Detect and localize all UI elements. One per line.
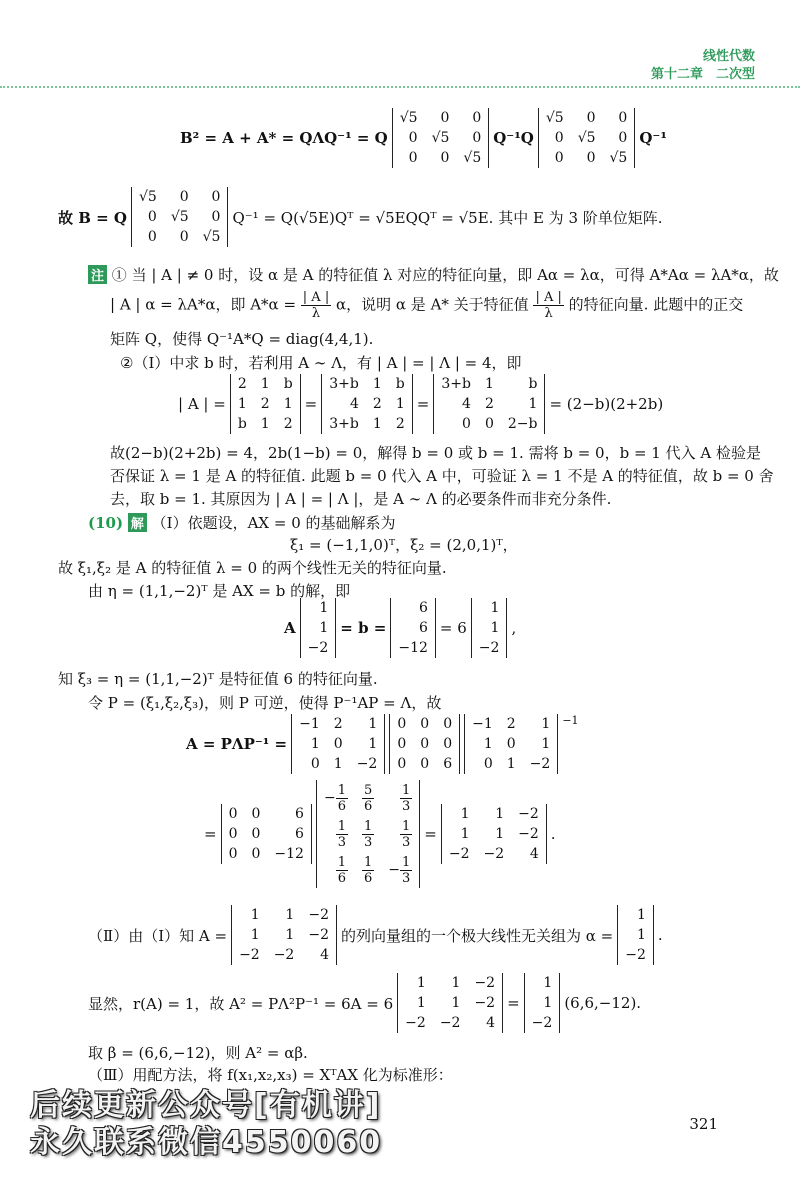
matrix-cell: 1 [490,600,500,616]
matrix-cell: 2 [484,396,494,412]
matrix-cell: 0 [333,736,343,752]
part-iii: （Ⅲ）用配方法，将 f(x₁,x₂,x₃) = XᵀAX 化为标准形： [88,1066,453,1084]
matrix-sqrt5-1 [392,108,489,168]
matrix-cell: 0 [251,846,261,862]
matrix-cell: 6 [443,756,453,772]
running-header [651,48,755,84]
matrix-cell: 0 [397,716,407,732]
matrix-p-inverse-form [464,714,558,774]
matrix-cell: √5 [609,150,628,166]
matrix-cell: 1 [543,975,553,991]
matrix-cell: $\frac{1}{3}$ [402,783,411,814]
note-tag: 注 [88,265,107,284]
matrix-cell: 1 [541,716,551,732]
matrix-cell: 6 [418,620,428,636]
matrix-a [441,804,547,864]
matrix-cell: 1 [506,756,516,772]
matrix-cell: 1 [451,975,461,991]
matrix-cell: 0 [179,189,189,205]
matrix-cell: 0 [472,130,482,146]
matrix-cell: 1 [460,826,470,842]
matrix-cell: 1 [636,907,646,923]
fraction-a-over-lambda-2: $\frac{| A |}{\lambda}$ [535,290,562,321]
matrix-cell: 0 [397,736,407,752]
matrix-cell: −2 [308,907,329,923]
matrix-cell: −1 [472,716,493,732]
vector-b [390,598,436,658]
note-line-6: 否保证 λ = 1 是 A 的特征值. 此题 b = 0 代入 A 中，可验证 λ = 1 不是 A 的特征值，故 b = 0 舍 [110,467,774,485]
matrix-cell: √5 [431,130,450,146]
matrix-cell: 0 [443,736,453,752]
chapter-title: 第十二章 二次型 [650,67,755,82]
matrix-cell: 1 [310,736,320,752]
matrix-cell: 2 [260,396,270,412]
matrix-cell: 1 [484,376,494,392]
matrix-cell: −2 [518,806,539,822]
matrix-cell: −2 [405,1015,426,1031]
determinant-equation: | A | = 2 1 b 1 2 1 b 1 2 = 3+b 1 b 4 2 1 3+b 1 2 = 3+b 1 b 4 2 1 0 0 2−b = (2−b)(2+2b) [178,376,664,432]
matrix-cell: 2 [333,716,343,732]
matrix-cell: 0 [618,110,628,126]
det-2 [321,374,413,434]
matrix-cell: 1 [285,927,295,943]
matrix-cell: −2 [308,927,329,943]
matrix-cell: 4 [349,396,359,412]
matrix-cell: 1 [372,376,382,392]
matrix-cell: 1 [260,416,270,432]
matrix-cell: 1 [260,376,270,392]
matrix-cell: 0 [420,756,430,772]
matrix-cell: −2 [474,975,496,991]
matrix-cell: 0 [440,150,450,166]
matrix-cell: −2 [483,846,505,862]
matrix-cell: 4 [462,396,471,412]
matrix-cell: 0 [408,130,418,146]
matrix-sqrt5-3 [131,187,228,247]
matrix-cell: −2 [448,846,470,862]
eta-equation: A 1 1 −2 = b = 6 6 −12 = 6 1 1 −2 , [284,600,517,656]
a-decomposition: A = PΛP⁻¹ = −1 2 1 1 0 1 0 1 −2 0 0 0 0 0 0 0 0 6 −1 2 1 1 0 1 0 1 −2 $^{-1}$ [186,714,579,772]
matrix-cell: 0 [506,736,516,752]
matrix-cell: 1 [416,995,426,1011]
matrix-cell: 1 [460,806,470,822]
matrix-cell: −2 [356,756,378,772]
matrix-p-inverse [316,780,420,888]
matrix-cell: b [283,376,293,392]
page-number: 321 [689,1115,718,1133]
matrix-cell: 3+b [441,376,471,392]
equation-b-squared: B² = A + A* = QΛQ⁻¹ = Q √5 0 0 0 √5 0 0 0 √5 Q⁻¹Q √5 0 0 0 √5 0 0 0 √5 Q⁻¹ [180,110,667,166]
matrix-cell: − $\frac{1}{3}$ [388,854,411,886]
part-ii: （Ⅱ）由（Ⅰ）知 A = 1 1 −2 1 1 −2 −2 −2 4 的列向量组的一个极大线性无关组为 α = 1 1 −2 . [88,907,663,963]
matrix-cell: √5 [170,209,189,225]
matrix-cell: 0 [462,416,471,432]
matrix-cell: 1 [368,716,378,732]
matrix-sqrt5-2 [538,108,635,168]
matrix-cell: 0 [228,826,238,842]
matrix-cell: 0 [443,716,453,732]
matrix-cell: −2 [439,1015,461,1031]
det-3 [433,374,545,434]
note-line-4: ②（Ⅰ）中求 b 时，若利用 A ∼ Λ，有 | A | = | Λ | = 4，即 [120,354,522,372]
matrix-a-3 [397,973,503,1033]
matrix-cell: 2 [506,716,516,732]
book-title: 线性代数 [702,49,755,64]
matrix-cell: 2 [283,416,293,432]
matrix-cell: √5 [577,130,596,146]
matrix-p [291,714,385,774]
matrix-cell: −12 [398,640,428,656]
matrix-cell: 0 [440,110,450,126]
matrix-cell: 6 [295,806,304,822]
matrix-cell: 1 [495,826,505,842]
matrix-cell: $\frac{1}{3}$ [402,819,411,850]
solution-10-line-6: 令 P = (ξ₁,ξ₂,ξ₃)，则 P 可逆，使得 P⁻¹AP = Λ，故 [88,694,442,712]
matrix-cell: 1 [541,736,551,752]
matrix-cell: √5 [138,189,157,205]
note-line-5: 故(2−b)(2+2b) = 4，2b(1−b) = 0，解得 b = 0 或 b = 1. 需将 b = 0，b = 1 代入 A 检验是 [110,444,761,462]
matrix-cell: √5 [463,150,482,166]
matrix-cell: b [395,376,405,392]
matrix-cell: −2 [474,995,496,1011]
matrix-cell: −2 [478,640,500,656]
matrix-cell: 1 [543,995,553,1011]
matrix-cell: 0 [618,130,628,146]
matrix-cell: 4 [320,947,329,963]
matrix-cell: 0 [484,416,494,432]
matrix-cell: 1 [283,396,293,412]
matrix-cell: $\frac{5}{6}$ [363,783,373,814]
matrix-cell: √5 [545,110,564,126]
det-1 [230,374,301,434]
matrix-cell: 0 [408,150,418,166]
equation-b: 故 B = Q √5 0 0 0 √5 0 0 0 √5 Q⁻¹ = Q(√5E)Qᵀ = √5EQQᵀ = √5E. 其中 E 为 3 阶单位矩阵. [58,189,663,245]
matrix-cell: − $\frac{1}{6}$ [323,782,346,814]
matrix-cell: 6 [418,600,428,616]
matrix-cell: 0 [147,229,157,245]
matrix-cell: 1 [483,736,493,752]
matrix-cell: 1 [250,907,260,923]
matrix-cell: b [237,416,247,432]
matrix-cell: 1 [490,620,500,636]
matrix-cell: 1 [416,975,426,991]
matrix-cell: 0 [554,130,564,146]
matrix-cell: 0 [310,756,320,772]
matrix-cell: −2 [529,756,551,772]
matrix-cell: 4 [486,1015,496,1031]
vector-alpha-2 [524,973,561,1033]
matrix-cell: 1 [451,995,461,1011]
matrix-cell: 1 [636,927,646,943]
matrix-cell: 0 [586,110,596,126]
matrix-cell: 0 [179,229,189,245]
matrix-cell: 1 [237,396,247,412]
note-line-3: 矩阵 Q，使得 Q⁻¹A*Q = diag(4,4,1). [110,330,374,348]
matrix-cell: $\frac{1}{3}$ [363,819,373,850]
matrix-cell: 0 [211,209,221,225]
solution-10-line-3: 故 ξ₁,ξ₂ 是 A 的特征值 λ = 0 的两个线性无关的特征向量. [58,559,447,577]
matrix-cell: b [528,376,538,392]
matrix-cell: 3+b [329,416,359,432]
vector-eta-2 [471,598,508,658]
matrix-cell: −2 [307,640,329,656]
matrix-cell: 0 [420,736,430,752]
solution-10-line-1: (10) 解 （Ⅰ）依题设，AX = 0 的基础解系为 [88,514,396,532]
beta-line: 取 β = (6,6,−12)，则 A² = αβ. [88,1044,308,1062]
solution-10-xi: ξ₁ = (−1,1,0)ᵀ，ξ₂ = (2,0,1)ᵀ， [290,536,518,554]
matrix-cell: 0 [228,806,238,822]
matrix-cell: $\frac{1}{3}$ [337,819,346,850]
matrix-cell: 2−b [507,416,538,432]
vector-eta [300,598,337,658]
solution-10-line-5: 知 ξ₃ = η = (1,1,−2)ᵀ 是特征值 6 的特征向量. [58,670,378,688]
fraction-a-over-lambda: $\frac{| A |}{\lambda}$ [302,290,330,321]
matrix-cell: 0 [211,189,221,205]
matrix-cell: 0 [397,756,407,772]
matrix-cell: $\frac{1}{6}$ [363,855,373,886]
matrix-cell: 2 [372,396,382,412]
matrix-cell: 0 [472,110,482,126]
matrix-a-2 [231,905,337,965]
matrix-cell: 1 [333,756,343,772]
matrix-cell: 0 [483,756,493,772]
matrix-product [221,804,312,864]
matrix-cell: −2 [273,947,295,963]
matrix-cell: −12 [274,846,304,862]
note-line-7: 去，取 b = 1. 其原因为 | A | = | Λ |，是 A ∼ Λ 的必要条件而非充分条件. [110,490,612,508]
matrix-cell: 0 [586,150,596,166]
matrix-cell: $\frac{1}{6}$ [337,855,346,886]
matrix-cell: −2 [625,947,646,963]
header-divider [0,86,800,88]
matrix-cell: √5 [202,229,221,245]
matrix-cell: −2 [518,826,539,842]
matrix-cell: −2 [239,947,260,963]
matrix-cell: 0 [554,150,564,166]
matrix-cell: 2 [395,416,405,432]
note-line-2: | A | α = λA*α，即 A*α = $\frac{| A |}{\lambda}$ α，说明 α 是 A* 关于特征值 $\frac{| A |}{\lambda}$ 的特征向量. 此题中的正交 [110,290,744,321]
matrix-cell: 1 [319,600,329,616]
matrix-cell: 0 [251,806,261,822]
watermark-line-2: 永久联系微信4550060 [30,1125,383,1160]
matrix-cell: 1 [319,620,329,636]
note-line-1: 注 ① 当 | A | ≠ 0 时，设 α 是 A 的特征值 λ 对应的特征向量，即 Aα = λα，可得 A*Aα = λA*α，故 [88,264,779,285]
matrix-cell: 0 [251,826,261,842]
matrix-cell: 2 [237,376,247,392]
matrix-lambda [389,714,460,774]
matrix-cell: 0 [147,209,157,225]
rank-equation: 显然，r(A) = 1，故 A² = PΛ²P⁻¹ = 6A = 6 1 1 −2 1 1 −2 −2 −2 4 = 1 1 −2 (6,6,−12). [88,975,642,1031]
watermark-line-1: 后续更新公众号[有机讲] [30,1088,382,1123]
matrix-cell: 1 [368,736,378,752]
matrix-cell: 1 [395,396,405,412]
matrix-cell: 4 [529,846,539,862]
solution-10-line-4: 由 η = (1,1,−2)ᵀ 是 AX = b 的解，即 [88,582,351,600]
matrix-cell: √5 [399,110,418,126]
matrix-cell: 1 [250,927,260,943]
matrix-cell: 0 [228,846,238,862]
matrix-cell: 3+b [329,376,359,392]
matrix-cell: 6 [295,826,304,842]
matrix-cell: 1 [495,806,505,822]
matrix-cell: 0 [420,716,430,732]
matrix-cell: 1 [285,907,295,923]
matrix-cell: 1 [528,396,538,412]
matrix-cell: −1 [299,716,320,732]
matrix-cell: −2 [531,1015,553,1031]
vector-alpha [617,905,654,965]
matrix-cell: 1 [372,416,382,432]
a-result: = 0 0 6 0 0 6 0 0 −12 − $\frac{1}{6}$ $\frac{5}{6}$ $\frac{1}{3}$ $\frac{1}{3}$ $\frac{1}{3}$ $\frac{1}{3}$ $\frac{1}{6}$ $\frac{1}{6}$ − $\frac{1}{3}$ = 1 1 −2 1 1 −2 −2 −2 4 . [204,780,556,888]
